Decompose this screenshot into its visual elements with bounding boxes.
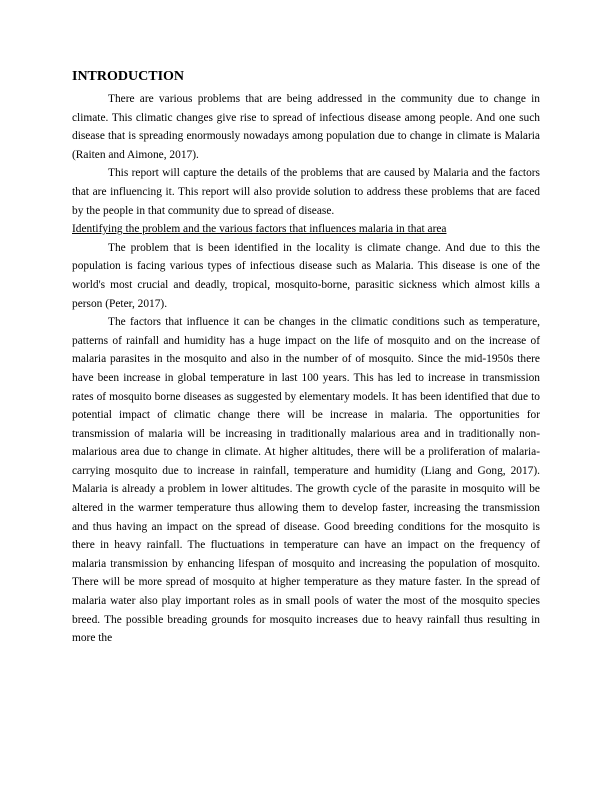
document-page <box>72 68 540 648</box>
body-paragraph: The factors that influence it can be changes in the climatic conditions such as temperature, patterns of rainfall and humidity has a huge impact on the life of mosquito and on the increase of malaria parasites in the mosquito and also in the number of of mosquito. Since the mid-1950s there have been increase in global temperature in last 100 years. This has led to increase in transmission rates of mosquito borne diseases as suggested by elementary models. It has been identified that due to potential impact of climatic change there will be increase in malaria. The opportunities for transmission of malaria will be increasing in traditionally malarious area and in traditionally non-malarious area due to change in climate. At higher altitudes, there will be a proliferation of malaria-carrying mosquito due to increase in rainfall, temperature and humidity (Liang and Gong, 2017). Malaria is already a problem in lower altitudes. The growth cycle of the parasite in mosquito will be altered in the warmer temperature thus allowing them to develop faster, increasing the transmission and thus having an impact on the spread of disease. Good breeding conditions for the mosquito is there in heavy rainfall. The fluctuations in temperature can have an impact on the frequency of malaria transmission by enhancing lifespan of mosquito and increasing the population of mosquito. There will be more spread of mosquito at higher temperature as they mature faster. In the spread of malaria water also play important roles as in small pools of water the most of the mosquito species breed. The possible breading grounds for mosquito increases due to heavy rainfall thus resulting in more the <box>72 316 540 645</box>
section-heading: INTRODUCTION <box>72 69 185 84</box>
subsection-heading: Identifying the problem and the various factors that influences malaria in that area <box>72 223 447 236</box>
intro-paragraph: This report will capture the details of the problems that are caused by Malaria and the factors that are influencing it. This report will also provide solution to address these problems that are faced by the people in that community due to spread of disease. <box>72 167 540 217</box>
body-paragraph: The problem that is been identified in the locality is climate change. And due to this the population is facing various types of infectious disease such as Malaria. This disease is one of the world's most crucial and deadly, tropical, mosquito-borne, parasitic sickness which almost kills a person (Peter, 2017). <box>72 241 540 310</box>
intro-paragraph: There are various problems that are being addressed in the community due to change in climate. This climatic changes give rise to spread of infectious disease among people. And one such disease that is spreading enormously nowadays among population due to change in climate is Malaria (Raiten and Aimone, 2017). <box>72 93 540 161</box>
